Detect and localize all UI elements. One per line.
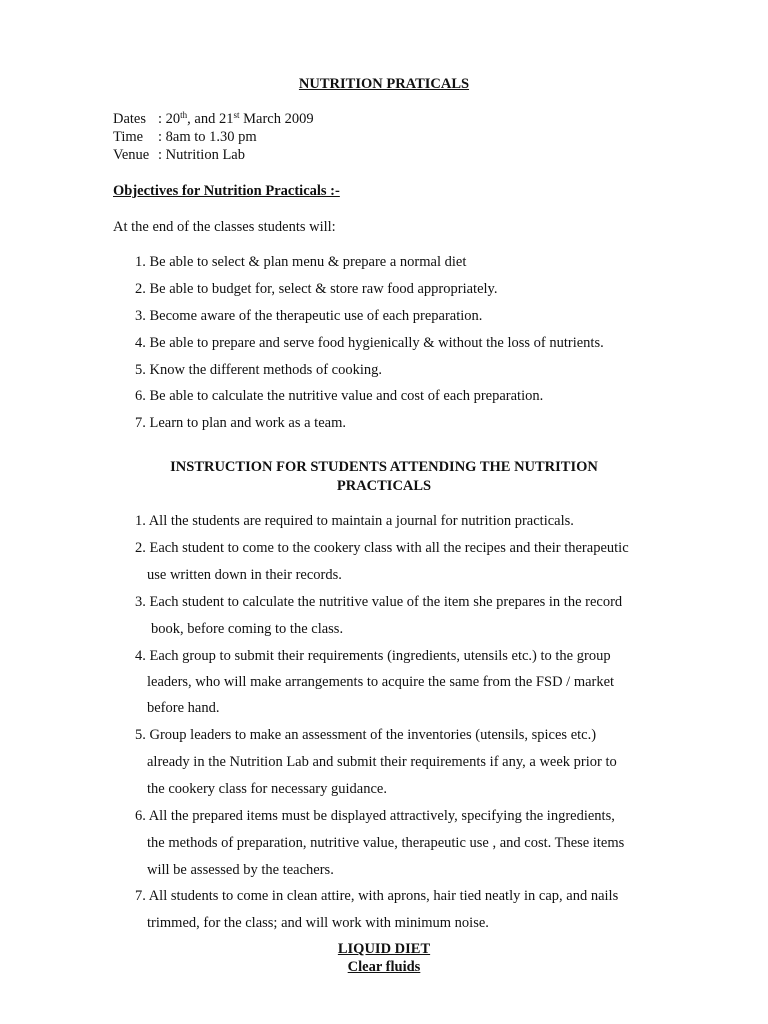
- dates-line: [113, 110, 314, 128]
- instruction-line: leaders, who will make arrangements to acquire the same from the FSD / market: [147, 674, 615, 690]
- objectives-heading: Objectives for Nutrition Practicals :-: [113, 183, 340, 199]
- instruction-line: use written down in their records.: [147, 567, 342, 583]
- dates-day2-suffix: st: [233, 110, 240, 120]
- dates-label: Dates: [113, 111, 147, 127]
- objective-item: 5. Know the different methods of cooking.: [135, 362, 382, 378]
- objective-item: 2. Be able to budget for, select & store raw food appropriately.: [135, 281, 498, 297]
- page-title: NUTRITION PRATICALS: [298, 76, 470, 92]
- instruction-line: 7. All students to come in clean attire, with aprons, hair tied neatly in cap, and nails: [135, 888, 619, 904]
- objectives-intro: At the end of the classes students will:: [113, 219, 336, 235]
- objective-item: 4. Be able to prepare and serve food hygienically & without the loss of nutrients.: [135, 335, 604, 351]
- dates-day1: 20: [165, 111, 181, 127]
- venue-line: [113, 146, 245, 164]
- time-line: [113, 128, 257, 146]
- time-label: Time: [113, 129, 144, 145]
- instruction-line: will be assessed by the teachers.: [147, 862, 334, 878]
- instruction-line: book, before coming to the class.: [151, 621, 344, 637]
- dates-day1-suffix: th: [180, 110, 188, 120]
- venue-separator: :: [158, 147, 163, 163]
- time-separator: :: [158, 129, 163, 145]
- instruction-line: 4. Each group to submit their requirements (ingredients, utensils etc.) to the group: [135, 648, 611, 664]
- dates-rest: March 2009: [239, 111, 314, 127]
- instruction-line: 3. Each student to calculate the nutritive value of the item she prepares in the record: [135, 594, 623, 610]
- section-subtitle: Clear fluids: [347, 959, 421, 975]
- time-value: 8am to 1.30 pm: [165, 129, 257, 145]
- instruction-line: 1. All the students are required to maintain a journal for nutrition practicals.: [135, 513, 574, 529]
- objective-item: 1. Be able to select & plan menu & prepare a normal diet: [135, 254, 467, 270]
- instruction-line: 5. Group leaders to make an assessment of the inventories (utensils, spices etc.): [135, 727, 597, 743]
- instructions-heading-line1: INSTRUCTION FOR STUDENTS ATTENDING THE NUTRITION: [170, 459, 598, 475]
- instruction-line: before hand.: [147, 700, 220, 716]
- instruction-line: the methods of preparation, nutritive value, therapeutic use , and cost. These items: [147, 835, 625, 851]
- dates-middle: , and 21: [187, 111, 234, 127]
- instruction-line: trimmed, for the class; and will work with minimum noise.: [147, 915, 489, 931]
- section-title: LIQUID DIET: [337, 941, 431, 957]
- instruction-line: already in the Nutrition Lab and submit their requirements if any, a week prior to: [147, 754, 617, 770]
- objective-item: 3. Become aware of the therapeutic use of each preparation.: [135, 308, 483, 324]
- instructions-heading-line2: PRACTICALS: [336, 478, 432, 494]
- instruction-line: 6. All the prepared items must be displayed attractively, specifying the ingredients,: [135, 808, 615, 824]
- objective-item: 6. Be able to calculate the nutritive value and cost of each preparation.: [135, 388, 544, 404]
- instruction-line: 2. Each student to come to the cookery class with all the recipes and their therapeutic: [135, 540, 629, 556]
- venue-label: Venue: [113, 147, 150, 163]
- dates-separator: :: [158, 111, 163, 127]
- instruction-line: the cookery class for necessary guidance.: [147, 781, 387, 797]
- venue-value: Nutrition Lab: [165, 147, 245, 163]
- objective-item: 7. Learn to plan and work as a team.: [135, 415, 346, 431]
